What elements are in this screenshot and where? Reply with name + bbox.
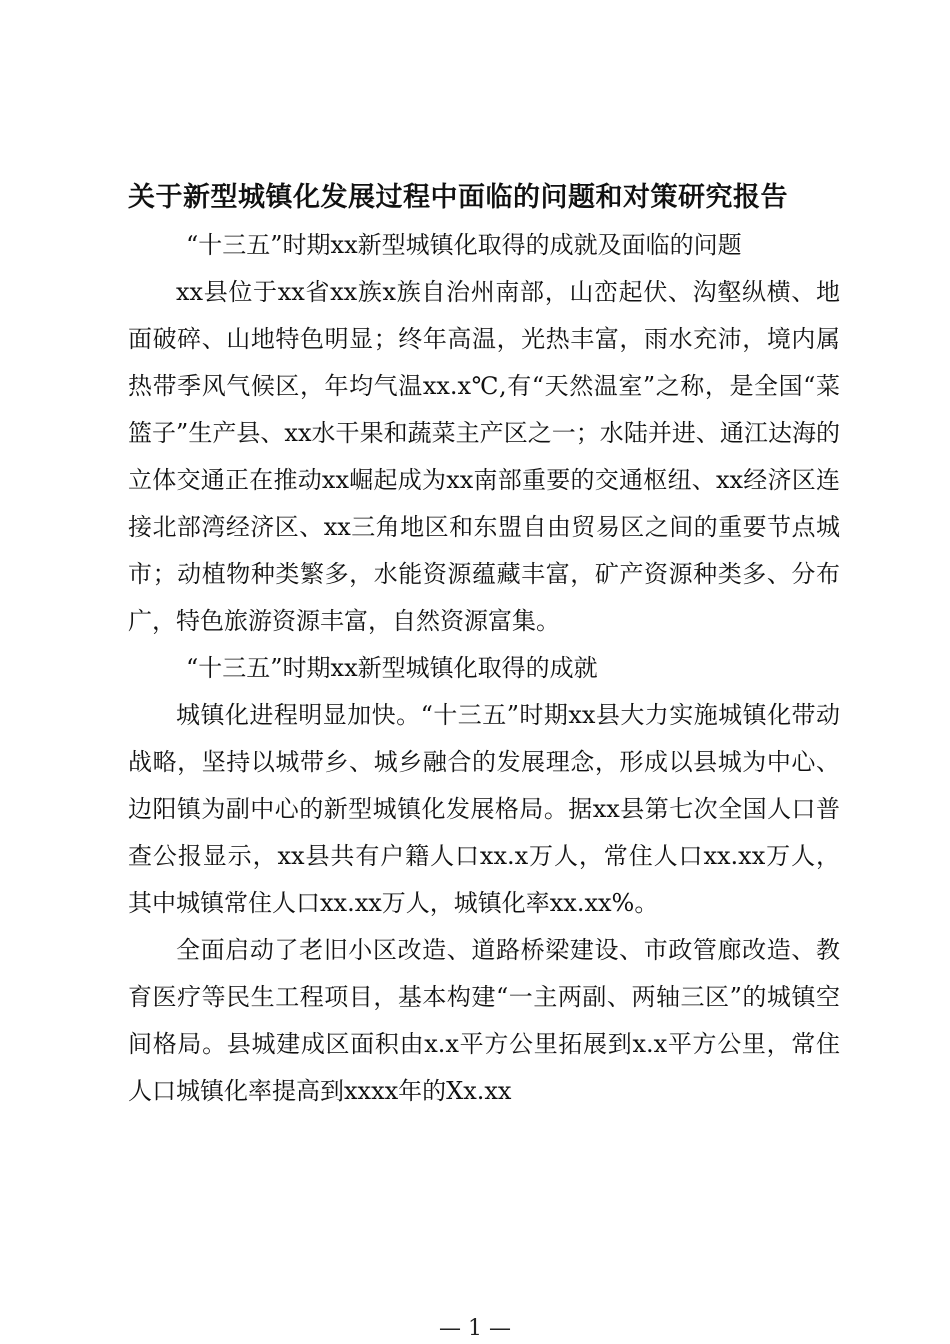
section-heading: “十三五”时期xx新型城镇化取得的成就及面临的问题 <box>186 231 742 259</box>
paragraph: xx县位于xx省xx族x族自治州南部，山峦起伏、沟壑纵横、地面破碎、山地特色明显；终年高温，光热丰富，雨水充沛，境内属热带季风气候区，年均气温xx.x℃,有“天然温室”之称，是全国“菜篮子”生产县、xx水干果和蔬菜主产区之一；水陆并进、通江达海的立体交通正在推动xx崛起成为xx南部重要的交通枢纽、xx经济区连接北部湾经济区、xx三角地区和东盟自由贸易区之间的重要节点城市；动植物种类繁多，水能资源蕴藏丰富，矿产资源种类多、分布广，特色旅游资源丰富，自然资源富集。 <box>128 278 840 635</box>
section-heading: “十三五”时期xx新型城镇化取得的成就 <box>186 654 598 682</box>
paragraph: 全面启动了老旧小区改造、道路桥梁建设、市政管廊改造、教育医疗等民生工程项目，基本构建“一主两副、两轴三区”的城镇空间格局。县城建成区面积由x.x平方公里拓展到x.x平方公里，常住人口城镇化率提高到xxxx年的Xx.xx <box>128 936 840 1105</box>
page-number: — 1 — <box>439 1316 511 1341</box>
document-body <box>128 222 840 1115</box>
document-title: 关于新型城镇化发展过程中面临的问题和对策研究报告 <box>128 182 788 213</box>
paragraph: 城镇化进程明显加快。“十三五”时期xx县大力实施城镇化带动战略，坚持以城带乡、城乡融合的发展理念，形成以县城为中心、边阳镇为副中心的新型城镇化发展格局。据xx县第七次全国人口普查公报显示，xx县共有户籍人口xx.x万人，常住人口xx.xx万人，其中城镇常住人口xx.xx万人，城镇化率xx.xx%。 <box>128 701 840 917</box>
